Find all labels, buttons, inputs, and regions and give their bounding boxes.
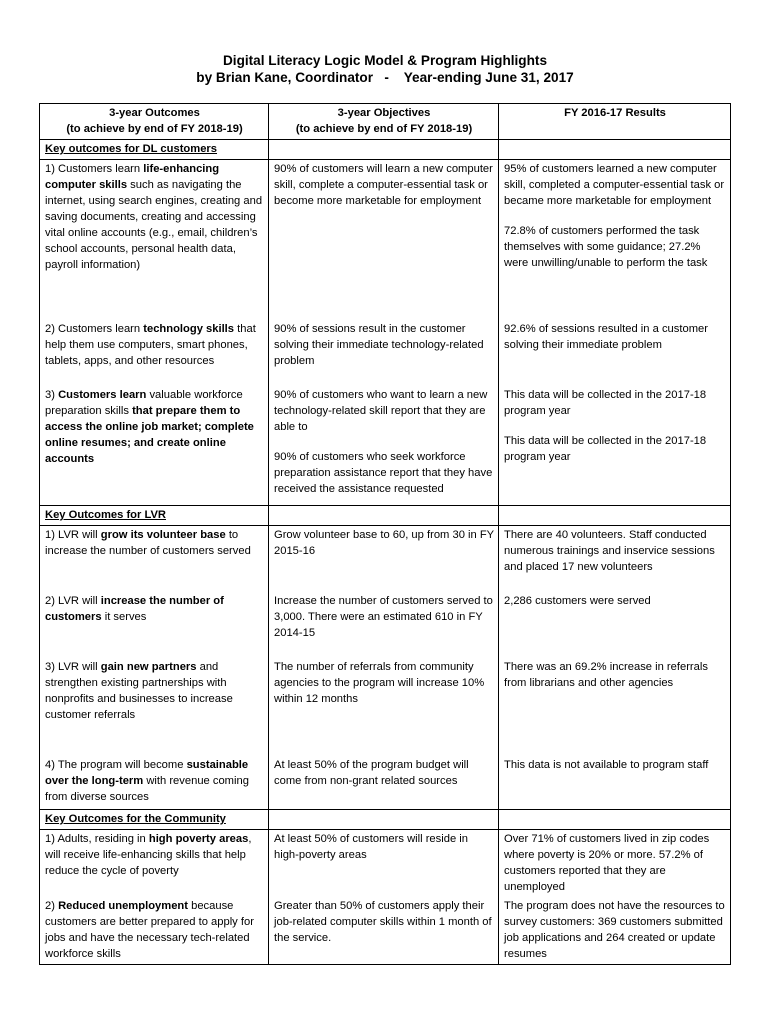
outcome-text: 1) Adults, residing in [45, 833, 149, 845]
header-objectives [269, 104, 499, 140]
result-paragraph: 95% of customers learned a new computer skill, completed a computer-essential task or became more marketable for employment [504, 163, 725, 207]
result-cell [499, 386, 731, 506]
outcome-text: 3) [45, 389, 59, 401]
outcome-emphasis: technology skills [143, 323, 235, 335]
title-line-2: by Brian Kane, Coordinator - Year-ending June 31, 2017 [196, 70, 574, 85]
result-paragraph: This data will be collected in the 2017-18 program year [504, 389, 707, 417]
objective-paragraph: 90% of sessions result in the customer solving their immediate technology-related problem [274, 323, 484, 367]
outcome-cell [40, 160, 269, 321]
result-paragraph: 2,286 customers were served [504, 595, 651, 607]
header-outcomes-subtitle: (to achieve by end of FY 2018-19) [66, 123, 243, 135]
section-heading: Key outcomes for DL customers [40, 140, 269, 160]
objective-cell [269, 386, 499, 506]
section-heading-spacer [499, 140, 731, 160]
table-row [40, 386, 731, 506]
objective-cell [269, 320, 499, 386]
result-paragraph: There are 40 volunteers. Staff conducted numerous trainings and inservice sessions and placed 17 new volunteers [504, 529, 715, 573]
title-line-1: Digital Literacy Logic Model & Program Highlights [222, 53, 548, 68]
objective-paragraph: 90% of customers who seek workforce preparation assistance report that they have received the assistance requested [274, 451, 493, 495]
table-row [40, 658, 731, 756]
table-row [40, 320, 731, 386]
table-row [40, 592, 731, 658]
section-heading: Key Outcomes for the Community [40, 810, 269, 830]
outcome-emphasis: grow its volunteer base [100, 529, 226, 541]
result-paragraph: 92.6% of sessions resulted in a customer solving their immediate problem [504, 323, 708, 351]
result-paragraph: This data is not available to program staff [504, 759, 709, 771]
result-paragraph: 72.8% of customers performed the task themselves with some guidance; 27.2% were unwilling/unable to perform the task [504, 225, 708, 269]
objective-paragraph: Greater than 50% of customers apply their job-related computer skills within 1 month of the service. [274, 900, 492, 944]
result-cell [499, 592, 731, 658]
objective-cell [269, 756, 499, 810]
outcome-cell [40, 386, 269, 506]
objective-paragraph: The number of referrals from community agencies to the program will increase 10% within 12 months [274, 661, 485, 705]
result-cell [499, 658, 731, 756]
objective-paragraph: Grow volunteer base to 60, up from 30 in FY 2015-16 [274, 529, 494, 557]
objective-cell [269, 592, 499, 658]
section-heading-row [40, 506, 731, 526]
section-heading-spacer [269, 506, 499, 526]
outcome-emphasis: gain new partners [100, 661, 197, 673]
outcome-text: 1) LVR will [45, 529, 101, 541]
header-objectives-subtitle: (to achieve by end of FY 2018-19) [295, 123, 473, 135]
result-cell [499, 320, 731, 386]
table-row [40, 897, 731, 965]
objective-cell [269, 897, 499, 965]
result-cell [499, 830, 731, 898]
document-title [0, 52, 770, 86]
objective-cell [269, 658, 499, 756]
outcome-text: 1) Customers learn [45, 163, 144, 175]
outcome-text: 4) The program will become [45, 759, 187, 771]
outcome-emphasis: life-enhancing computer skills [45, 163, 220, 191]
section-heading-row [40, 140, 731, 160]
objective-paragraph: Increase the number of customers served to 3,000. There were an estimated 610 in FY 2014-15 [274, 595, 493, 639]
table-row [40, 526, 731, 593]
table-row [40, 756, 731, 810]
section-heading-row [40, 810, 731, 830]
logic-model-table [39, 103, 731, 965]
outcome-cell [40, 897, 269, 965]
outcome-text: , will receive life-enhancing skills that help reduce the cycle of poverty [45, 833, 252, 877]
result-cell [499, 897, 731, 965]
outcome-text: and strengthen existing partnerships with nonprofits and businesses to increase customer referrals [45, 661, 233, 721]
section-heading-spacer [499, 506, 731, 526]
header-results-title: FY 2016-17 Results [564, 107, 666, 119]
table-row [40, 160, 731, 321]
objective-paragraph: At least 50% of the program budget will come from non-grant related sources [274, 759, 469, 787]
table-body [40, 140, 731, 965]
outcome-emphasis: Reduced unemployment [58, 900, 188, 912]
objective-cell [269, 160, 499, 321]
header-objectives-title: 3-year Objectives [337, 107, 431, 119]
objective-cell [269, 526, 499, 593]
objective-paragraph: 90% of customers who want to learn a new technology-related skill report that they are able to [274, 389, 488, 433]
header-results [499, 104, 731, 140]
section-heading-spacer [499, 810, 731, 830]
objective-paragraph: At least 50% of customers will reside in high-poverty areas [274, 833, 468, 861]
table-header-row [40, 104, 731, 140]
outcome-text: it serves [101, 611, 147, 623]
result-cell [499, 160, 731, 321]
objective-cell [269, 830, 499, 898]
outcome-cell [40, 830, 269, 898]
outcome-cell [40, 320, 269, 386]
outcome-text: 2) LVR will [45, 595, 101, 607]
outcome-emphasis: increase the number of customers [45, 595, 224, 623]
section-heading-spacer [269, 810, 499, 830]
outcome-emphasis: sustainable over the long-term [45, 759, 249, 787]
outcome-text: valuable workforce preparation skills [45, 389, 243, 417]
result-cell [499, 526, 731, 593]
result-paragraph: The program does not have the resources to survey customers: 369 customers submitted job applications and 264 created or update resumes [504, 900, 725, 960]
outcome-text: with revenue coming from diverse sources [45, 775, 249, 803]
outcome-emphasis: that prepare them to access the online job market; complete online resumes; and create online accounts [45, 405, 254, 465]
outcome-text: that help them use computers, smart phones, tablets, apps, and other resources [45, 323, 256, 367]
outcome-cell [40, 526, 269, 593]
outcome-cell [40, 592, 269, 658]
section-heading: Key Outcomes for LVR [40, 506, 269, 526]
header-outcomes-title: 3-year Outcomes [109, 107, 200, 119]
outcome-text: because customers are better prepared to apply for jobs and have the necessary tech-related workforce skills [45, 900, 254, 960]
result-paragraph: Over 71% of customers lived in zip codes where poverty is 20% or more. 57.2% of customers reported that they are unemployed [504, 833, 710, 893]
outcome-text: 2) [45, 900, 59, 912]
header-outcomes [40, 104, 269, 140]
result-paragraph: There was an 69.2% increase in referrals from librarians and other agencies [504, 661, 708, 689]
outcome-emphasis: high poverty areas [148, 833, 249, 845]
outcome-text: 3) LVR will [45, 661, 101, 673]
result-cell [499, 756, 731, 810]
outcome-emphasis: Customers learn [58, 389, 147, 401]
result-paragraph: This data will be collected in the 2017-18 program year [504, 435, 707, 463]
outcome-text: to increase the number of customers served [45, 529, 251, 557]
outcome-cell [40, 658, 269, 756]
outcome-text: 2) Customers learn [45, 323, 144, 335]
section-heading-spacer [269, 140, 499, 160]
table-row [40, 830, 731, 898]
outcome-cell [40, 756, 269, 810]
objective-paragraph: 90% of customers will learn a new computer skill, complete a computer-essential task or become more marketable for employment [274, 163, 493, 207]
outcome-text: such as navigating the internet, using search engines, creating and saving documents, creating and accessing vital online accounts (e.g., email, children’s school accounts, personal health data, payroll information) [45, 179, 263, 271]
